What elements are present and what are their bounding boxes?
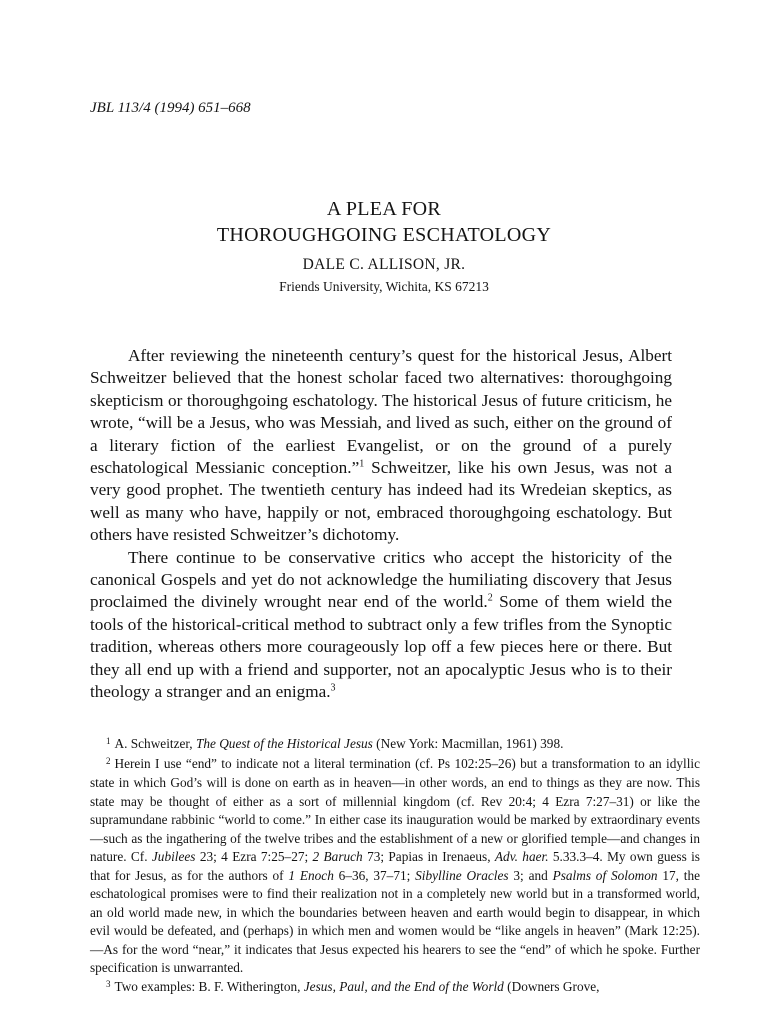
footnote-1-text: A. Schweitzer,	[114, 736, 196, 751]
footnote-2-italic: Psalms of Solomon	[552, 867, 658, 883]
body-paragraph-1	[90, 345, 672, 547]
footnote-2-text: 5.33.3–4. My own guess is that for Jesus, as for the authors of	[90, 849, 700, 883]
body-paragraph-2	[90, 547, 672, 704]
footnote-2-italic: Jubilees	[151, 849, 196, 864]
footnote-2-italic: 2 Baruch	[312, 849, 363, 864]
footnote-2-text: 17, the eschatological promises were to find their realization not in a completely new world but in a transformed world, an old world made new, in which the boundaries between heaven and earth would begin to disappear, in which evil would be defeated, and (perhaps) in which men and women would be “like angels in heaven” (Mark 12:25).—As for the word “near,” it indicates that Jesus expected his hearers to see the “end” of which he spoke. Further specification is unwarranted.	[90, 867, 701, 975]
article-body	[90, 345, 672, 704]
footnote-1	[90, 735, 700, 755]
footnote-3-book-title: Jesus, Paul, and the End of the World	[303, 978, 504, 994]
author-name: DALE C. ALLISON, JR.	[302, 256, 466, 273]
footnote-1-number: 1	[106, 736, 111, 746]
footnote-3	[90, 978, 700, 998]
footnote-3-text: Two examples: B. F. Witherington,	[114, 978, 304, 994]
footnote-2-text: 3; and	[508, 867, 553, 883]
footnote-2-number: 2	[106, 755, 111, 766]
footnote-1-publication: (New York: Macmillan, 1961) 398.	[372, 736, 564, 751]
footnote-2-text: 6–36, 37–71;	[333, 867, 416, 883]
body-paragraph-2-text-b: Some of them wield the tools of the historical-critical method to subtract only a few trifles from the Synoptic tradition, whereas others more courageously lop off a few pieces here or there. But they all end up with a friend and supporter, not an apocalyptic Jesus who is to their theology a stranger and an enigma.	[90, 592, 672, 702]
article-title-line-2: THOROUGHGOING ESCHATOLOGY	[216, 224, 552, 246]
footnote-ref-3[interactable]: 3	[330, 682, 336, 694]
body-paragraph-1-text-a: After reviewing the nineteenth century’s quest for the historical Jesus, Albert Schweitzer believed that the honest scholar faced two alternatives: thoroughgoing skepticism or thoroughgoing eschatology. The historical Jesus of future criticism, he wrote, “will be a Jesus, who was Messiah, and lived as such, either on the ground of a literary fiction of the earliest Evangelist, or on the ground of a purely eschatological Messianic conception.”	[90, 346, 672, 478]
footnote-2-text: 73; Papias in Irenaeus,	[362, 849, 495, 864]
journal-citation: JBL 113/4 (1994) 651–668	[90, 100, 251, 116]
footnote-ref-1[interactable]: 1	[359, 458, 365, 470]
footnote-3-number: 3	[106, 978, 111, 989]
footnote-2-text: Herein I use “end” to indicate not a literal termination (cf. Ps 102:25–26) but a transformation to an idyllic state in which God’s will is done on earth as in heaven—in other words, an end to things as they are now. This state may be thought of either as a sort of millennial kingdom (cf. Rev 20:4; 4 Ezra 7:27–31) or like the supramundane rabbinic “world to come.” In either case its inauguration would be marked by extraordinary events—such as the ingathering of the twelve tribes and the establishment of a new or glorified temple—and changes in nature. Cf.	[90, 755, 700, 864]
footnote-2-italic: Sibylline Oracles	[415, 867, 509, 883]
article-title-line-1: A PLEA FOR	[326, 198, 442, 220]
footnote-1-book-title: The Quest of the Historical Jesus	[195, 736, 373, 751]
footnote-2-italic: 1 Enoch	[288, 867, 334, 883]
footnote-2-text: 23; 4 Ezra 7:25–27;	[195, 849, 313, 864]
article-header	[0, 196, 768, 296]
footnote-ref-2[interactable]: 2	[487, 592, 493, 604]
footnote-2	[90, 755, 700, 978]
footnote-3-publication: (Downers Grove,	[503, 978, 600, 994]
body-paragraph-2-text-a: There continue to be conservative critics who accept the historicity of the canonical Gospels and yet do not acknowledge the humiliating discovery that Jesus proclaimed the divinely wrought near end of the world.	[90, 547, 672, 612]
body-paragraph-1-text-b: Schweitzer, like his own Jesus, was not a very good prophet. The twentieth century has indeed had its Wredeian skeptics, as well as many who have, happily or not, embraced thoroughgoing eschatology. But others have resisted Schweitzer’s dichotomy.	[90, 458, 672, 545]
author-affiliation: Friends University, Wichita, KS 67213	[279, 279, 489, 294]
footnotes-section	[90, 735, 700, 997]
footnote-2-italic: Adv. haer.	[494, 849, 549, 864]
